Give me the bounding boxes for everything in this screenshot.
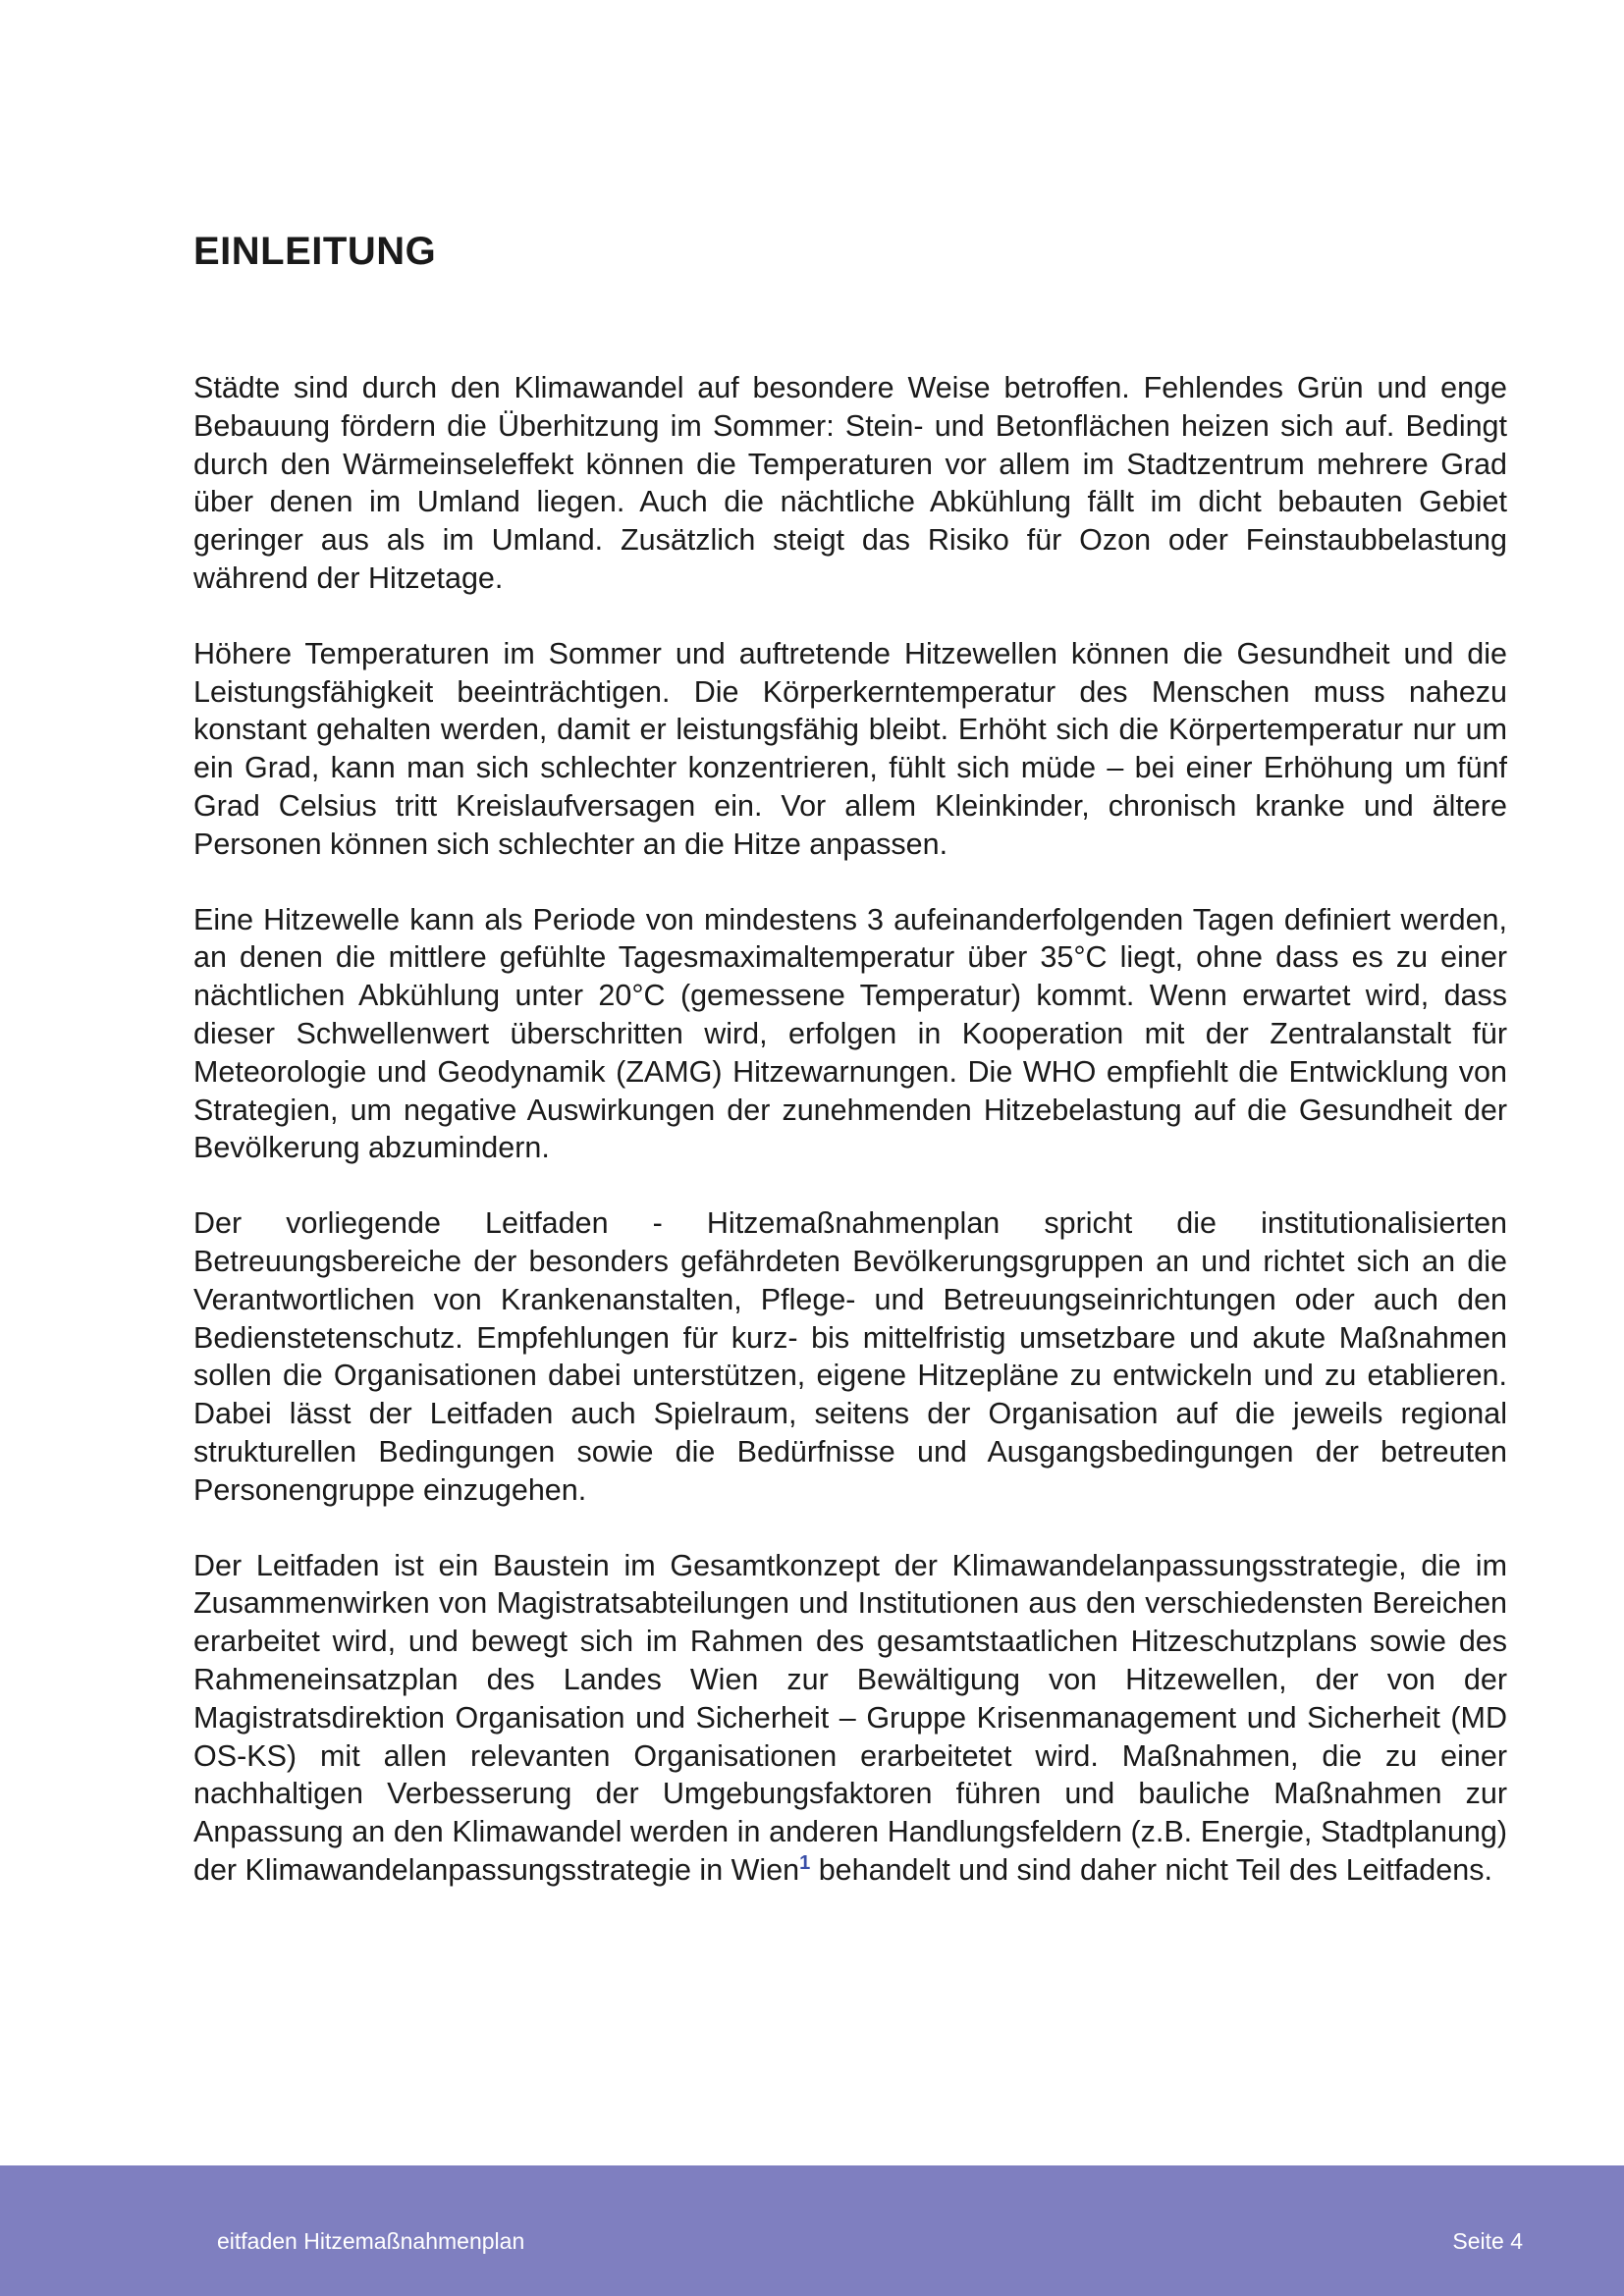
paragraph-heatwave-definition: Eine Hitzewelle kann als Periode von mindestens 3 aufeinanderfolgenden Tagen definiert werden, an denen die mittlere gefühlte Tagesmaximaltemperatur über 35°C liegt, ohne dass es zu einer nächtlichen Abkühlung unter 20°C (gemessene Temperatur) kommt. Wenn erwartet wird, dass dieser Schwellenwert überschritten wird, erfolgen in Kooperation mit der Zentralanstalt für Meteorologie und Geodynamik (ZAMG) Hitzewarnungen. Die WHO empfiehlt die Entwicklung von Strategien, um negative Auswirkungen der zunehmenden Hitzebelastung auf die Gesundheit der Bevölkerung abzumindern. [193,902,1507,1165]
paragraph-guideline-scope: Der vorliegende Leitfaden - Hitzemaßnahmenplan spricht die institutionalisierten Betreuungsbereiche der besonders gefährdeten Bevölkerungsgruppen an und richtet sich an die Verantwortlichen von Krankenanstalten, Pflege- und Betreuungseinrichtungen oder auch den Bedienstetenschutz. Empfehlungen für kurz- bis mittelfristig umsetzbare und akute Maßnahmen sollen die Organisationen dabei unterstützen, eigene Hitzepläne zu entwickeln und zu etablieren. Dabei lässt der Leitfaden auch Spielraum, seitens der Organisation auf die jeweils regional strukturellen Bedingungen sowie die Bedürfnisse und Ausgangsbedingungen der betreuten Personengruppe einzugehen. [193,1206,1507,1507]
paragraph-text-before: Der Leitfaden ist ein Baustein im Gesamtkonzept der Klimawandelanpassungsstrategie, die im Zusammenwirken von Magistratsabteilungen und Institutionen aus den verschiedensten Bereichen erarbeitet wird, und bewegt sich im Rahmen des gesamtstaatlichen Hitzeschutzplans sowie des Rahmeneinsatzplan des Landes Wien zur Bewältigung von Hitzewellen, der von der Magistratsdirektion Organisation und Sicherheit – Gruppe Krisenmanagement und Sicherheit (MD OS-KS) mit allen relevanten Organisationen erarbeitetet wird. Maßnahmen, die zu einer nachhaltigen Verbesserung der Umgebungsfaktoren führen und bauliche Maßnahmen zur Anpassung an den Klimawandel werden in anderen Handlungsfeldern (z.B. Energie, Stadtplanung) der Klimawandelanpassungsstrategie in Wien [193,1548,1507,1887]
paragraph-urban-heat: Städte sind durch den Klimawandel auf besondere Weise betroffen. Fehlendes Grün und enge Bebauung fördern die Überhitzung im Sommer: Stein- und Betonflächen heizen sich auf. Bedingt durch den Wärmeinseleffekt können die Temperaturen vor allem im Stadtzentrum mehrere Grad über denen im Umland liegen. Auch die nächtliche Abkühlung fällt im dicht bebauten Gebiet geringer aus als im Umland. Zusätzlich steigt das Risiko für Ozon oder Feinstaubbelastung während der Hitzetage. [193,371,1507,595]
paragraph-health-effects: Höhere Temperaturen im Sommer und auftretende Hitzewellen können die Gesundheit und die Leistungsfähigkeit beeinträchtigen. Die Körperkerntemperatur des Menschen muss nahezu konstant gehalten werden, damit er leistungsfähig bleibt. Erhöht sich die Körpertemperatur nur um ein Grad, kann man sich schlechter konzentrieren, fühlt sich müde – bei einer Erhöhung um fünf Grad Celsius tritt Kreislaufversagen ein. Vor allem Kleinkinder, chronisch kranke und ältere Personen können sich schlechter an die Hitze anpassen. [193,636,1507,861]
page-footer [0,2165,1624,2296]
footer-document-title: eitfaden Hitzemaßnahmenplan [217,2228,525,2254]
footer-page-number: Seite 4 [1452,2228,1523,2254]
paragraph-strategy-context [193,1547,1507,1890]
page-title: EINLEITUNG [193,230,437,273]
body-text [193,369,1507,1927]
paragraph-text-after: behandelt und sind daher nicht Teil des Leitfadens. [810,1852,1492,1887]
footnote-reference-link[interactable]: 1 [799,1851,811,1874]
